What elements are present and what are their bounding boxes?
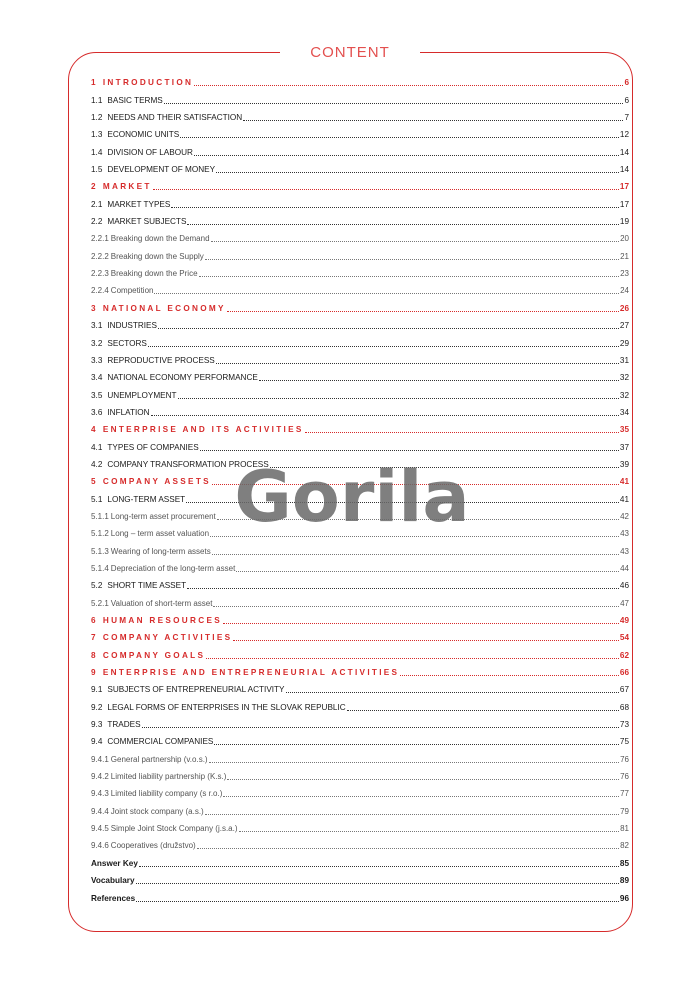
dot-leader (209, 761, 620, 763)
toc-entry-number: 7 (91, 633, 98, 643)
toc-entry-page-number: 75 (619, 737, 629, 747)
toc-entry-number: 5 (91, 477, 98, 487)
toc-entry-number: 1.4 (91, 147, 103, 157)
toc-entry-number: 5.1.4 (91, 563, 109, 573)
toc-entry-page-number: 43 (620, 546, 629, 556)
toc-entry-number: 9.4.3 (91, 789, 109, 799)
dot-leader (270, 466, 619, 468)
dot-leader (197, 847, 619, 849)
dot-leader (180, 136, 619, 138)
toc-entry-back[interactable] (91, 886, 629, 903)
toc-entry-page-number: 35 (619, 425, 629, 435)
dot-leader (148, 345, 619, 347)
toc-entry-section[interactable] (91, 435, 629, 452)
toc-entry-page-number: 77 (620, 789, 629, 799)
toc-entry-back[interactable] (91, 851, 629, 868)
dot-leader (227, 778, 619, 780)
toc-entry-section[interactable] (91, 140, 629, 157)
toc-entry-page-number: 76 (620, 754, 629, 764)
toc-entry-title: Breaking down the Demand (110, 234, 210, 244)
dot-leader (200, 449, 619, 451)
toc-entry-title: ENTERPRISE AND ENTREPRENEURIAL ACTIVITIES (102, 668, 400, 678)
toc-entry-section[interactable] (91, 678, 629, 695)
table-of-contents (91, 71, 629, 904)
toc-entry-title: BASIC TERMS (107, 95, 163, 105)
toc-entry-page-number: 24 (620, 286, 629, 296)
toc-entry-section[interactable] (91, 88, 629, 105)
toc-entry-sub[interactable] (91, 817, 629, 834)
dot-leader (136, 882, 619, 884)
toc-entry-page-number: 17 (619, 182, 629, 192)
toc-entry-number: 1.2 (91, 113, 103, 123)
toc-entry-chapter[interactable] (91, 71, 629, 88)
dot-leader (243, 119, 623, 121)
toc-entry-page-number: 79 (620, 806, 629, 816)
toc-entry-section[interactable] (91, 210, 629, 227)
dot-leader (154, 292, 619, 294)
toc-entry-page-number: 34 (619, 407, 629, 417)
dot-leader (158, 327, 619, 329)
toc-entry-page-number: 21 (620, 251, 629, 261)
toc-entry-title: NEEDS AND THEIR SATISFACTION (107, 113, 243, 123)
dot-leader (223, 622, 619, 624)
toc-entry-number: 9.4.4 (91, 806, 109, 816)
toc-entry-page-number: 54 (619, 633, 629, 643)
toc-entry-number: 5.1.3 (91, 546, 109, 556)
toc-entry-page-number: 85 (619, 858, 629, 868)
toc-entry-page-number: 29 (619, 338, 629, 348)
toc-entry-section[interactable] (91, 713, 629, 730)
toc-entry-number: 3.2 (91, 338, 103, 348)
toc-entry-number: 6 (91, 616, 98, 625)
toc-entry-page-number: 26 (619, 303, 629, 313)
toc-entry-page-number: 32 (619, 373, 629, 383)
toc-entry-number: 9.4.2 (91, 772, 109, 782)
toc-entry-section[interactable] (91, 453, 629, 470)
toc-entry-number: 2 (91, 182, 98, 192)
toc-entry-title: Wearing of long-term assets (110, 546, 211, 556)
toc-entry-page-number: 23 (620, 269, 629, 279)
toc-entry-page-number: 39 (619, 459, 629, 469)
toc-entry-title: Simple Joint Stock Company (j.s.a.) (110, 824, 238, 834)
toc-entry-page-number: 43 (620, 529, 629, 539)
toc-entry-number: 2.2.2 (91, 251, 109, 261)
dot-leader (216, 362, 619, 364)
toc-entry-page-number: 68 (619, 702, 629, 712)
toc-entry-title: Joint stock company (a.s.) (110, 806, 204, 816)
toc-entry-section[interactable] (91, 314, 629, 331)
toc-entry-title: DIVISION OF LABOUR (107, 147, 193, 157)
toc-entry-sub[interactable] (91, 539, 629, 556)
toc-entry-back[interactable] (91, 869, 629, 886)
toc-entry-chapter[interactable] (91, 643, 629, 660)
toc-entry-title: COMPANY TRANSFORMATION PROCESS (107, 459, 269, 469)
toc-entry-page-number: 82 (620, 841, 629, 851)
toc-entry-title: LONG-TERM ASSET (107, 494, 186, 504)
toc-entry-page-number: 32 (619, 390, 629, 400)
toc-entry-number: 4.2 (91, 459, 103, 469)
toc-entry-page-number: 42 (620, 511, 629, 521)
toc-entry-title: SHORT TIME ASSET (107, 581, 187, 591)
toc-entry-title: NATIONAL ECONOMY PERFORMANCE (107, 373, 258, 383)
dot-leader (199, 275, 620, 277)
dot-leader (205, 813, 619, 815)
toc-entry-sub[interactable] (91, 522, 629, 539)
toc-entry-section[interactable] (91, 574, 629, 591)
toc-entry-page-number: 67 (619, 685, 629, 695)
toc-entry-page-number: 27 (619, 321, 629, 331)
toc-entry-number: 9.4.5 (91, 824, 109, 834)
toc-entry-chapter[interactable] (91, 470, 629, 487)
toc-entry-page-number: 37 (619, 442, 629, 452)
dot-leader (400, 674, 619, 676)
toc-entry-page-number: 14 (619, 165, 629, 175)
toc-entry-chapter[interactable] (91, 175, 629, 192)
toc-entry-section[interactable] (91, 401, 629, 418)
dot-leader (178, 397, 619, 399)
toc-entry-title: REPRODUCTIVE PROCESS (107, 355, 215, 365)
dot-leader (151, 414, 619, 416)
toc-entry-number: 5.1.2 (91, 529, 109, 539)
toc-entry-title: General partnership (v.o.s.) (110, 754, 208, 764)
toc-entry-section[interactable] (91, 730, 629, 747)
toc-entry-number: 3.4 (91, 373, 103, 383)
toc-entry-title: Competition (110, 286, 154, 296)
toc-entry-section[interactable] (91, 106, 629, 123)
toc-entry-sub[interactable] (91, 834, 629, 851)
toc-entry-page-number: 81 (620, 824, 629, 834)
toc-entry-number: 5.1 (91, 494, 103, 504)
toc-entry-number: 1.1 (91, 95, 103, 105)
toc-entry-number: 5.1.1 (91, 511, 109, 521)
toc-entry-page-number: 96 (619, 893, 629, 903)
toc-entry-sub[interactable] (91, 747, 629, 764)
toc-entry-sub[interactable] (91, 227, 629, 244)
dot-leader (347, 709, 619, 711)
toc-entry-title: NATIONAL ECONOMY (102, 303, 226, 313)
toc-entry-sub[interactable] (91, 591, 629, 608)
toc-entry-section[interactable] (91, 349, 629, 366)
toc-entry-title: Valuation of short-term asset (110, 598, 213, 608)
toc-entry-number: 4.1 (91, 442, 103, 452)
toc-entry-number: 9.1 (91, 685, 103, 695)
toc-entry-title: INDUSTRIES (107, 321, 157, 331)
toc-entry-number: 3 (91, 303, 98, 313)
toc-entry-number: 4 (91, 425, 98, 435)
toc-entry-page-number: 66 (619, 668, 629, 678)
toc-entry-section[interactable] (91, 123, 629, 140)
toc-entry-sub[interactable] (91, 244, 629, 261)
toc-entry-number: 2.2.3 (91, 269, 109, 279)
toc-entry-section[interactable] (91, 366, 629, 383)
toc-entry-title: SECTORS (107, 338, 147, 348)
dot-leader (239, 830, 620, 832)
dot-leader (139, 865, 619, 867)
toc-entry-page-number: 41 (619, 477, 629, 487)
toc-entry-title: MARKET (102, 182, 152, 192)
toc-entry-title: INFLATION (107, 407, 150, 417)
toc-entry-section[interactable] (91, 487, 629, 504)
toc-entry-page-number: 76 (620, 772, 629, 782)
toc-entry-page-number: 49 (619, 616, 629, 625)
toc-entry-title: DEVELOPMENT OF MONEY (107, 165, 216, 175)
toc-entry-title: Long – term asset valuation (110, 529, 210, 539)
toc-entry-title: Answer Key (91, 858, 138, 868)
toc-entry-number: 8 (91, 650, 98, 660)
toc-entry-page-number: 44 (620, 563, 629, 573)
toc-entry-number: 5.2.1 (91, 598, 109, 608)
toc-entry-title: COMPANY ASSETS (102, 477, 211, 487)
toc-entry-number: 3.5 (91, 390, 103, 400)
toc-entry-title: ENTERPRISE AND ITS ACTIVITIES (102, 425, 304, 435)
dot-leader (212, 553, 619, 555)
dot-leader (305, 431, 619, 433)
dot-leader (212, 483, 619, 485)
toc-entry-title: TYPES OF COMPANIES (107, 442, 199, 452)
toc-entry-sub[interactable] (91, 505, 629, 522)
dot-leader (187, 223, 618, 225)
toc-entry-sub[interactable] (91, 765, 629, 782)
dot-leader (227, 310, 619, 312)
toc-entry-sub[interactable] (91, 262, 629, 279)
toc-entry-title: MARKET SUBJECTS (107, 217, 187, 227)
dot-leader (223, 795, 619, 797)
toc-entry-section[interactable] (91, 331, 629, 348)
toc-entry-title: Depreciation of the long-term asset (110, 563, 236, 573)
dot-leader (233, 639, 619, 641)
toc-entry-title: COMMERCIAL COMPANIES (107, 737, 214, 747)
toc-entry-sub[interactable] (91, 279, 629, 296)
toc-entry-title: TRADES (107, 720, 141, 730)
toc-entry-number: 1.5 (91, 165, 103, 175)
dot-leader (259, 379, 619, 381)
toc-entry-title: References (91, 893, 136, 903)
dot-leader (194, 84, 623, 86)
toc-entry-page-number: 17 (619, 199, 629, 209)
toc-entry-title: INTRODUCTION (102, 78, 194, 88)
toc-entry-title: Breaking down the Price (110, 269, 198, 279)
toc-entry-title: Vocabulary (91, 876, 135, 886)
toc-entry-title: MARKET TYPES (107, 199, 171, 209)
toc-entry-page-number: 19 (619, 217, 629, 227)
toc-entry-title: SUBJECTS OF ENTREPRENEURIAL ACTIVITY (107, 685, 285, 695)
dot-leader (187, 587, 619, 589)
toc-entry-title: LEGAL FORMS OF ENTERPRISES IN THE SLOVAK REPUBLIC (107, 702, 346, 712)
toc-entry-page-number: 47 (620, 598, 629, 608)
toc-entry-title: COMPANY ACTIVITIES (102, 633, 233, 643)
toc-entry-page-number: 7 (624, 113, 629, 123)
toc-entry-number: 1.3 (91, 130, 103, 140)
toc-entry-number: 9.3 (91, 720, 103, 730)
toc-entry-page-number: 20 (620, 234, 629, 244)
toc-entry-page-number: 62 (619, 650, 629, 660)
dot-leader (194, 154, 619, 156)
toc-entry-page-number: 6 (624, 78, 629, 88)
toc-entry-number: 3.6 (91, 407, 103, 417)
dot-leader (214, 743, 619, 745)
toc-entry-number: 9.4.1 (91, 754, 109, 764)
toc-entry-chapter[interactable] (91, 609, 629, 626)
dot-leader (213, 605, 619, 607)
toc-entry-title: ECONOMIC UNITS (107, 130, 180, 140)
toc-entry-section[interactable] (91, 383, 629, 400)
toc-entry-chapter[interactable] (91, 296, 629, 313)
heading-wrap (0, 43, 700, 63)
dot-leader (164, 102, 624, 104)
dot-leader (217, 518, 619, 520)
toc-entry-number: 9.4 (91, 737, 103, 747)
toc-entry-number: 2.2 (91, 217, 103, 227)
toc-entry-page-number: 73 (619, 720, 629, 730)
dot-leader (206, 657, 619, 659)
toc-entry-section[interactable] (91, 158, 629, 175)
toc-entry-number: 5.2 (91, 581, 103, 591)
toc-entry-chapter[interactable] (91, 418, 629, 435)
toc-entry-title: Breaking down the Supply (110, 251, 204, 261)
dot-leader (186, 501, 619, 503)
dot-leader (153, 188, 619, 190)
toc-entry-number: 9 (91, 668, 98, 678)
toc-entry-number: 3.1 (91, 321, 103, 331)
toc-entry-title: Limited liability partnership (K.s.) (110, 772, 227, 782)
toc-entry-page-number: 89 (619, 876, 629, 886)
toc-entry-number: 3.3 (91, 355, 103, 365)
toc-entry-title: Limited liability company (s r.o.) (110, 789, 223, 799)
dot-leader (216, 171, 619, 173)
toc-entry-number: 2.2.1 (91, 234, 109, 244)
toc-entry-number: 2.1 (91, 199, 103, 209)
dot-leader (236, 570, 619, 572)
toc-entry-number: 9.4.6 (91, 841, 109, 851)
page-title: CONTENT (280, 43, 420, 63)
toc-entry-page-number: 12 (619, 130, 629, 140)
watermark-logo: Gorila (234, 456, 470, 538)
toc-entry-title: COMPANY GOALS (102, 650, 206, 660)
toc-entry-page-number: 14 (619, 147, 629, 157)
toc-entry-sub[interactable] (91, 557, 629, 574)
toc-entry-title: HUMAN RESOURCES (102, 616, 222, 625)
toc-entry-chapter[interactable] (91, 661, 629, 678)
toc-entry-number: 1 (91, 78, 98, 88)
toc-entry-sub[interactable] (91, 782, 629, 799)
toc-entry-title: Cooperatives (družstvo) (110, 841, 196, 851)
toc-entry-section[interactable] (91, 192, 629, 209)
dot-leader (211, 240, 620, 242)
toc-entry-sub[interactable] (91, 799, 629, 816)
dot-leader (171, 206, 619, 208)
dot-leader (286, 691, 619, 693)
toc-entry-number: 2.2.4 (91, 286, 109, 296)
toc-entry-page-number: 6 (624, 95, 629, 105)
toc-entry-section[interactable] (91, 695, 629, 712)
dot-leader (210, 535, 619, 537)
toc-entry-number: 9.2 (91, 702, 103, 712)
dot-leader (142, 726, 619, 728)
toc-entry-chapter[interactable] (91, 626, 629, 643)
toc-entry-page-number: 41 (619, 494, 629, 504)
toc-entry-title: UNEMPLOYMENT (107, 390, 177, 400)
toc-entry-page-number: 46 (619, 581, 629, 591)
toc-entry-title: Long-term asset procurement (110, 511, 216, 521)
dot-leader (205, 258, 619, 260)
dot-leader (136, 900, 619, 902)
toc-entry-page-number: 31 (619, 355, 629, 365)
